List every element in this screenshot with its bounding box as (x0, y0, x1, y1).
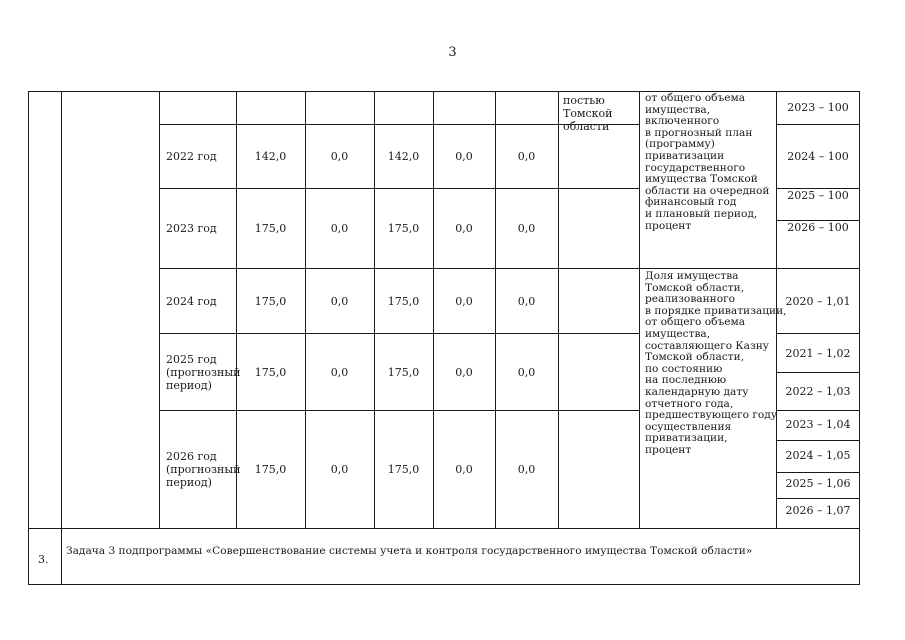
task-title: Задача 3 подпрограммы «Совершенствование системы учета и контроля государственного имущества Томской области» (66, 545, 753, 557)
ind1-value-line (776, 124, 860, 125)
ind2-value-line (776, 372, 860, 373)
indicator-2-value: 2024 – 1,05 (785, 449, 851, 462)
col-line (639, 91, 640, 529)
table-border-bottom (28, 584, 860, 585)
ind2-value-line (776, 410, 860, 411)
indicator-2-value: 2025 – 1,06 (785, 477, 851, 490)
task-number: 3. (38, 553, 49, 566)
ind2-value-line (776, 440, 860, 441)
cell-regional: 142,0 (387, 150, 420, 163)
cell-regional: 175,0 (387, 295, 420, 308)
cell-total: 175,0 (254, 463, 287, 476)
executor-text: постью Томской области (563, 94, 613, 133)
indicator-1-value: 2026 – 100 (787, 221, 849, 234)
row-line-2025-top (159, 333, 639, 334)
indicator-1-value: 2024 – 100 (787, 150, 849, 163)
cell-local: 0,0 (455, 463, 473, 476)
indicator-1-text: от общего объема имущества, включенного в прогнозный план (программу) приватизации государственного имущества Томской области на очередной финансовый год и плановый период, процент (645, 92, 770, 232)
row-line-2024-top (159, 268, 860, 269)
year-label: 2024 год (166, 295, 217, 308)
indicator-1-value: 2023 – 100 (787, 101, 849, 114)
year-label: 2026 год (прогнозный период) (166, 450, 241, 489)
ind2-value-line (776, 333, 860, 334)
cell-other: 0,0 (517, 222, 536, 235)
cell-other: 0,0 (517, 150, 536, 163)
indicator-2-value: 2022 – 1,03 (785, 385, 851, 398)
indicator-2-value: 2020 – 1,01 (785, 295, 851, 308)
task-row-top (28, 528, 860, 529)
cell-federal: 0,0 (330, 150, 349, 163)
cell-regional: 175,0 (387, 463, 420, 476)
cell-regional: 175,0 (387, 366, 420, 379)
cell-federal: 0,0 (330, 366, 349, 379)
cell-other: 0,0 (517, 366, 536, 379)
cell-other: 0,0 (517, 463, 536, 476)
cell-regional: 175,0 (387, 222, 420, 235)
cell-local: 0,0 (455, 222, 473, 235)
cell-federal: 0,0 (330, 463, 349, 476)
cell-total: 142,0 (254, 150, 287, 163)
col-line (159, 91, 160, 529)
page-number: 3 (448, 45, 457, 60)
row-line-2023-top (159, 188, 639, 189)
indicator-1-value: 2025 – 100 (787, 189, 849, 202)
year-label: 2022 год (166, 150, 217, 163)
ind2-value-line (776, 498, 860, 499)
ind2-value-line (776, 472, 860, 473)
indicator-2-value: 2021 – 1,02 (785, 347, 851, 360)
indicator-2-text: Доля имущества Томской области, реализованного в порядке приватизации, от общего объема имущества, составляющего Казну Томской области, по состоянию на последнюю календарную дату отчетного года, предшествующего году осуществления приватизации, процент (645, 270, 787, 456)
cell-total: 175,0 (254, 366, 287, 379)
cell-federal: 0,0 (330, 295, 349, 308)
cell-total: 175,0 (254, 295, 287, 308)
col-line (558, 91, 559, 529)
cell-local: 0,0 (455, 295, 473, 308)
cell-total: 175,0 (254, 222, 287, 235)
program-table (28, 91, 860, 585)
col-line (61, 91, 62, 585)
cell-local: 0,0 (455, 366, 473, 379)
cell-federal: 0,0 (330, 222, 349, 235)
indicator-2-value: 2026 – 1,07 (785, 504, 851, 517)
cell-other: 0,0 (517, 295, 536, 308)
table-border-left (28, 91, 29, 585)
year-label: 2025 год (прогнозный период) (166, 353, 241, 392)
indicator-2-value: 2023 – 1,04 (785, 418, 851, 431)
row-line-2026-top (159, 410, 639, 411)
cell-local: 0,0 (455, 150, 473, 163)
year-label: 2023 год (166, 222, 217, 235)
